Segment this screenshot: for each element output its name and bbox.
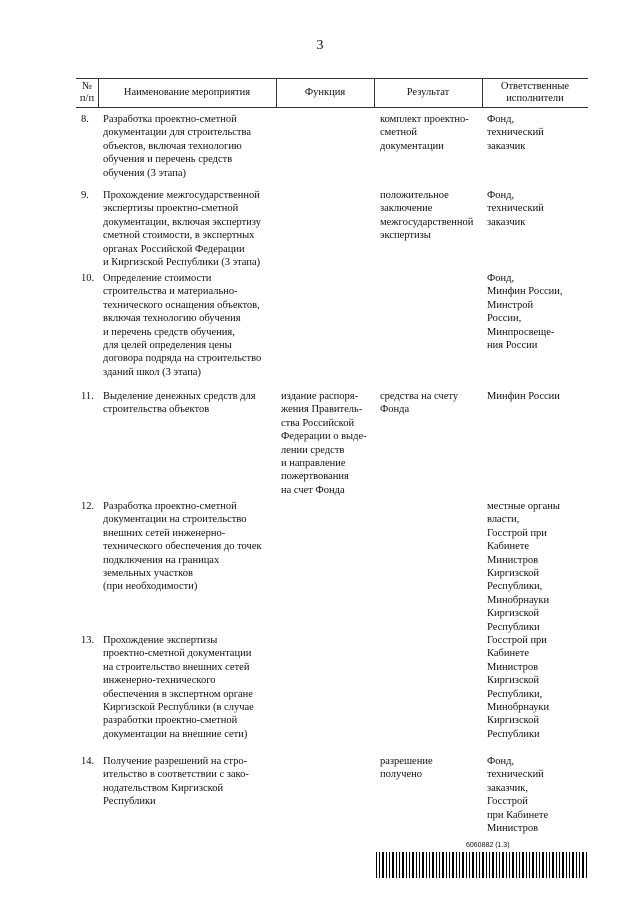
barcode-bar [519, 852, 520, 878]
barcode-bar [389, 852, 390, 878]
barcode-bar [386, 852, 387, 878]
barcode-bar [396, 852, 397, 878]
barcode-bar [452, 852, 454, 878]
row-name: Разработка проектно-сметной документации на строительство внешних сетей инженерно- технического обеспечения до точек подключения на границах земельных участков (при необходимости) [103, 501, 262, 593]
barcode-bar [476, 852, 477, 878]
row-name: Выделение денежных средств для строительства объектов [103, 391, 256, 416]
barcode-bar [552, 852, 554, 878]
barcode-bar [556, 852, 557, 878]
barcode-bar [409, 852, 410, 878]
row-name: Прохождение экспертизы проектно-сметной документации на строительство внешних сетей инженерно-технического обеспечения в экспертном органе Киргизской Республики (в случае разработки проектно-сметной документации на внешние сети) [103, 635, 254, 740]
barcode-bar [562, 852, 564, 878]
barcode-bar [496, 852, 497, 878]
barcode-bar [539, 852, 540, 878]
barcode-bar [446, 852, 447, 878]
row-responsible: Госстрой при Кабинете Министров Киргизской Республики, Минобрнауки Киргизской Республики [487, 635, 550, 740]
row-result: средства на счету Фонда [380, 391, 459, 416]
header-name: Наименование мероприятия [123, 87, 251, 98]
barcode-bar [449, 852, 450, 878]
header-num: № п/п [79, 81, 95, 104]
barcode-bar [546, 852, 547, 878]
barcode-bar [402, 852, 404, 878]
barcode-bar [479, 852, 480, 878]
barcode-bar [516, 852, 517, 878]
barcode-bar [412, 852, 414, 878]
row-number: 13. [81, 635, 95, 646]
header-function: Функция [304, 87, 346, 98]
barcode-bar [542, 852, 544, 878]
barcode-bar [419, 852, 420, 878]
barcode-bar [416, 852, 417, 878]
row-number: 10. [81, 273, 95, 284]
row-number: 9. [81, 190, 89, 201]
barcode-bar [376, 852, 377, 878]
row-responsible: Фонд, технический заказчик [487, 114, 544, 152]
barcode-bar [426, 852, 427, 878]
barcode-bar [462, 852, 464, 878]
row-responsible: Минфин России [487, 391, 560, 402]
row-result: положительное заключение межгосударственной экспертизы [380, 190, 474, 242]
barcode-bar [529, 852, 530, 878]
barcode-bar [382, 852, 384, 878]
barcode-bar [432, 852, 434, 878]
barcode-bar [472, 852, 474, 878]
barcode-bar [436, 852, 437, 878]
barcode-bar [586, 852, 587, 878]
row-responsible: Фонд, Минфин России, Минстрой России, Минпросвеще- ния России [487, 273, 563, 352]
barcode-bar [502, 852, 504, 878]
barcode-bar [486, 852, 487, 878]
barcode-bar [406, 852, 407, 878]
barcode-bar [576, 852, 577, 878]
barcode-bar [522, 852, 524, 878]
row-number: 14. [81, 756, 95, 767]
row-number: 8. [81, 114, 89, 125]
barcode-bar [489, 852, 490, 878]
barcode-bar [422, 852, 424, 878]
barcode-bar [579, 852, 580, 878]
barcode-bar [566, 852, 567, 878]
barcode-bar [549, 852, 550, 878]
barcode-bar [399, 852, 400, 878]
row-number: 12. [81, 501, 95, 512]
row-name: Получение разрешений на стро- ительство в соответствии с зако- нодательством Киргизской Республики [103, 756, 249, 808]
barcode-bar [439, 852, 440, 878]
barcode-bar [429, 852, 430, 878]
barcode-bar [532, 852, 534, 878]
header-bottom-border [76, 107, 588, 108]
barcode-bar [392, 852, 394, 878]
row-name: Прохождение межгосударственной экспертизы проектно-сметной документации, включая экспертизу сметной стоимости, в экспертных органах Российской Федерации и Киргизской Республики (3 этапа) [103, 190, 261, 269]
row-name: Разработка проектно-сметной документации для строительства объектов, включая технологию обучения и перечень средств обучения (3 этапа) [103, 114, 251, 179]
barcode-bar [506, 852, 507, 878]
header-responsible: Ответственные исполнители [500, 81, 570, 104]
row-number: 11. [81, 391, 94, 402]
row-result: разрешение получено [380, 756, 433, 781]
barcode-bar [569, 852, 570, 878]
barcode-bar [582, 852, 584, 878]
barcode-bar [456, 852, 457, 878]
barcode-bar [509, 852, 510, 878]
row-responsible: местные органы власти, Госстрой при Кабинете Министров Киргизской Республики, Минобрнауки Киргизской Республики [487, 501, 560, 633]
barcode-bar [512, 852, 514, 878]
row-function: издание распоря- жения Правитель- ства Российской Федерации о выде- лении средств и направление пожертвования на счет Фонда [281, 391, 367, 496]
barcode-bar [536, 852, 537, 878]
barcode-label: 6060882 (1.3) [466, 842, 510, 849]
header-result: Результат [406, 87, 450, 98]
barcode-bar [492, 852, 494, 878]
barcode-bar [526, 852, 527, 878]
barcode-bar [442, 852, 444, 878]
barcode-bar [559, 852, 560, 878]
barcode-bar [499, 852, 500, 878]
row-result: комплект проектно- сметной документации [380, 114, 469, 152]
barcode-bar [466, 852, 467, 878]
barcode-bar [572, 852, 574, 878]
row-name: Определение стоимости строительства и материально- технического оснащения объектов, включая технологию обучения и перечень средств обучения, для целей определения цены договора подряда на строительство зданий школ (3 этапа) [103, 273, 262, 378]
row-responsible: Фонд, технический заказчик, Госстрой при Кабинете Министров [487, 756, 549, 835]
page-number: 3 [316, 38, 324, 53]
barcode-bar [482, 852, 484, 878]
barcode-bar [379, 852, 380, 878]
barcode-bar [459, 852, 460, 878]
row-responsible: Фонд, технический заказчик [487, 190, 544, 228]
barcode-bar [469, 852, 470, 878]
barcode [376, 852, 590, 878]
